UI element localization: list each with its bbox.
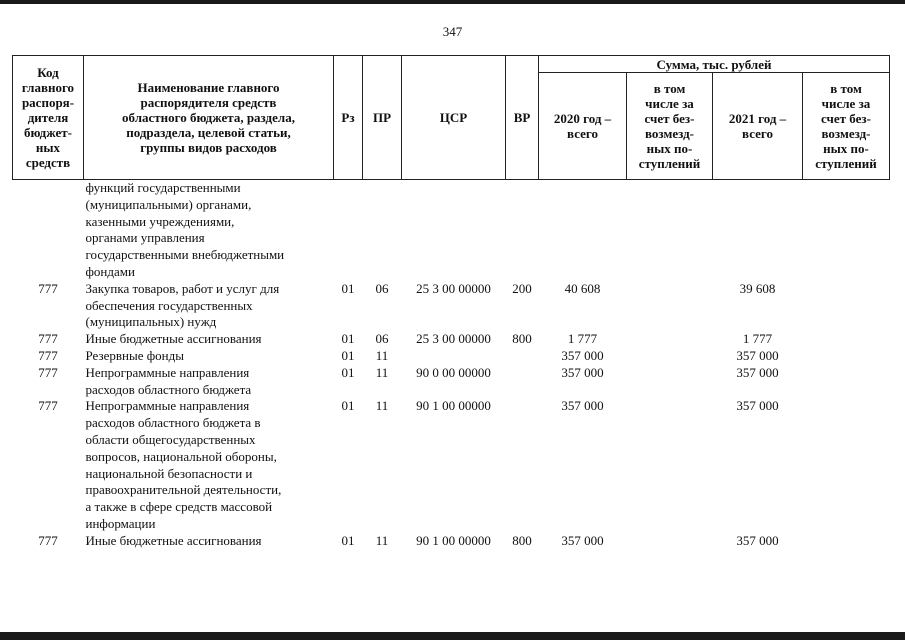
cell-sum2020: 357 000 [561, 532, 604, 548]
cell-code: 777 [38, 398, 58, 414]
cell-csr: 90 1 00 00000 [416, 532, 491, 548]
header-pr: ПР [363, 56, 402, 180]
table-header [13, 56, 890, 180]
header-2021-free: в том числе за счет без- возмезд- ных по- ступлений [803, 73, 890, 180]
cell-free2021 [803, 365, 890, 399]
cell-free2021 [803, 348, 890, 365]
cell-free2020 [627, 398, 713, 532]
cell-vr [506, 365, 539, 399]
table-row [13, 180, 890, 281]
header-name: Наименование главного распорядителя средств областного бюджета, раздела, подраздела, целевой статьи, группы видов расходов [84, 56, 334, 180]
cell-rz [334, 180, 363, 281]
cell-code: 777 [38, 532, 58, 548]
cell-name: Непрограммные направления расходов областного бюджета [85, 364, 252, 397]
cell-free2020 [627, 281, 713, 331]
cell-sum2020 [539, 180, 627, 281]
cell-vr [506, 398, 539, 532]
bottom-border [0, 632, 905, 640]
cell-rz: 01 [341, 398, 355, 414]
header-csr: ЦСР [402, 56, 506, 180]
cell-free2021 [803, 398, 890, 532]
cell-sum2020: 357 000 [561, 347, 604, 363]
budget-table [12, 55, 890, 550]
header-2021-total: 2021 год – всего [713, 73, 803, 180]
cell-code: 777 [38, 364, 58, 380]
cell-name: функций государственными (муниципальными) органами, казенными учреждениями, органами управления государственными внебюджетными фондами [85, 180, 285, 279]
cell-sum2021: 357 000 [736, 398, 779, 414]
cell-sum2020: 357 000 [561, 398, 604, 414]
cell-csr [402, 348, 506, 365]
page-number: 347 [442, 24, 463, 39]
header-vr: ВР [506, 56, 539, 180]
header-sum-group: Сумма, тыс. рублей [539, 56, 890, 73]
cell-free2020 [627, 348, 713, 365]
cell-vr: 800 [512, 532, 532, 548]
table-body [13, 180, 890, 550]
cell-sum2021 [713, 180, 803, 281]
cell-csr: 90 0 00 00000 [416, 364, 491, 380]
cell-rz: 01 [341, 331, 355, 347]
header-code: Код главного распоря- дителя бюджет- ных средств [13, 56, 84, 180]
table-row [13, 398, 890, 532]
cell-sum2020: 357 000 [561, 364, 604, 380]
cell-free2021 [803, 180, 890, 281]
cell-vr: 200 [512, 280, 532, 296]
cell-code: 777 [38, 331, 58, 347]
cell-pr: 11 [375, 364, 389, 380]
cell-sum2020: 40 608 [564, 280, 601, 296]
cell-rz: 01 [341, 364, 355, 380]
cell-vr [506, 180, 539, 281]
header-2020-total: 2020 год – всего [539, 73, 627, 180]
cell-sum2021: 357 000 [736, 347, 779, 363]
cell-pr: 11 [375, 347, 389, 363]
table-row [13, 533, 890, 550]
cell-pr: 11 [375, 398, 389, 414]
cell-csr: 25 3 00 00000 [416, 331, 491, 347]
cell-free2021 [803, 281, 890, 331]
cell-code: 777 [38, 280, 58, 296]
cell-pr: 11 [375, 532, 389, 548]
cell-free2020 [627, 331, 713, 348]
cell-name: Иные бюджетные ассигнования [85, 532, 262, 548]
table-row [13, 365, 890, 399]
cell-free2020 [627, 365, 713, 399]
top-border [0, 0, 905, 4]
cell-csr: 25 3 00 00000 [416, 280, 491, 296]
table-row [13, 281, 890, 331]
header-2020-free: в том числе за счет без- возмезд- ных по- ступлений [627, 73, 713, 180]
cell-sum2021: 357 000 [736, 364, 779, 380]
header-rz: Рз [334, 56, 363, 180]
cell-pr [363, 180, 402, 281]
cell-code [13, 180, 84, 281]
cell-free2020 [627, 533, 713, 550]
cell-name: Закупка товаров, работ и услуг для обеспечения государственных (муниципальных) нужд [85, 280, 280, 330]
cell-name: Иные бюджетные ассигнования [85, 331, 262, 347]
cell-free2021 [803, 331, 890, 348]
cell-name: Резервные фонды [85, 347, 184, 363]
cell-sum2020: 1 777 [567, 331, 598, 347]
cell-free2020 [627, 180, 713, 281]
cell-pr: 06 [375, 331, 389, 347]
cell-rz: 01 [341, 280, 355, 296]
cell-csr: 90 1 00 00000 [416, 398, 491, 414]
cell-vr: 800 [512, 331, 532, 347]
cell-rz: 01 [341, 532, 355, 548]
cell-rz: 01 [341, 347, 355, 363]
cell-sum2021: 1 777 [742, 331, 773, 347]
cell-pr: 06 [375, 280, 389, 296]
table-row [13, 331, 890, 348]
cell-sum2021: 39 608 [739, 280, 776, 296]
cell-vr [506, 348, 539, 365]
table-row [13, 348, 890, 365]
cell-csr [402, 180, 506, 281]
cell-free2021 [803, 533, 890, 550]
cell-name: Непрограммные направления расходов областного бюджета в области общегосударственных вопросов, национальной обороны, национальной безопасности и правоохранительной деятельности, а также в сфере средств массовой информации [85, 398, 282, 531]
cell-code: 777 [38, 347, 58, 363]
cell-sum2021: 357 000 [736, 532, 779, 548]
